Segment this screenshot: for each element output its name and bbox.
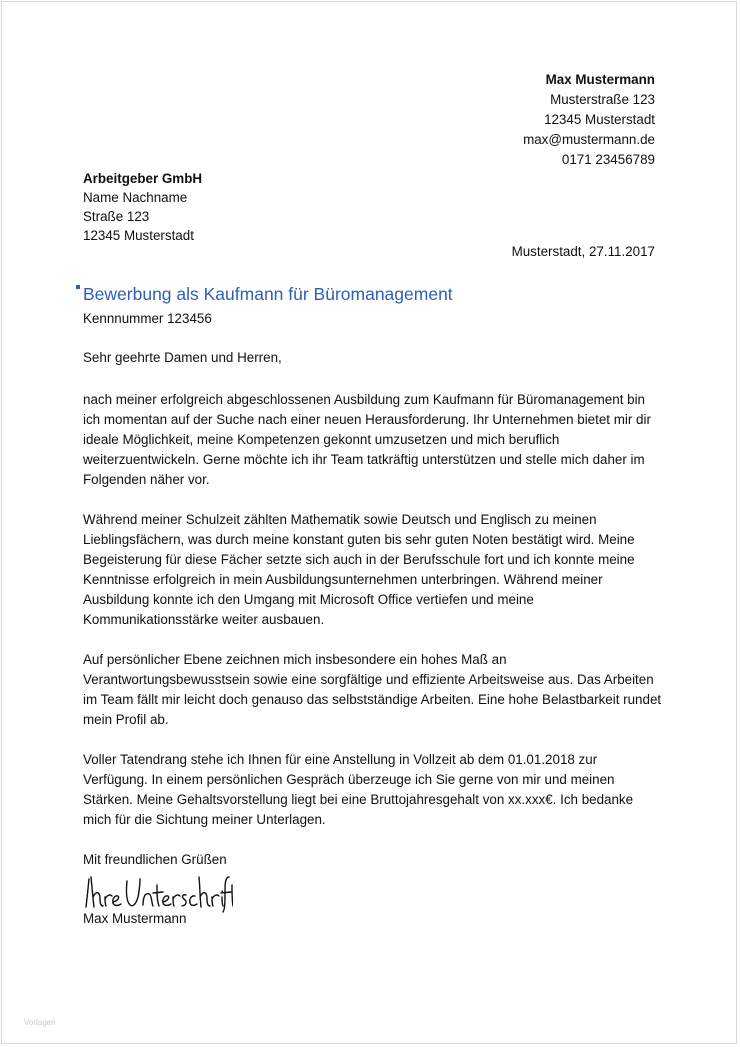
closing: Mit freundlichen Grüßen	[83, 852, 227, 867]
sender-city: 12345 Musterstadt	[544, 112, 655, 127]
letter-page	[1, 1, 737, 1044]
sender-phone: 0171 23456789	[561, 152, 655, 167]
body-paragraph: Auf persönlicher Ebene zeichnen mich insbesondere ein hohes Maß an Verantwortungsbewusstsein sowie eine sorgfältige und effiziente Arbeitsweise aus. Das Arbeiten im Team fällt mir leicht doch genauso das selbstständige Arbeiten. Eine hohe Belastbarkeit rundet mein Profil ab.	[83, 652, 662, 727]
recipient-company: Arbeitgeber GmbH	[83, 171, 203, 186]
sender-email: max@mustermann.de	[523, 132, 655, 147]
letter-date: Musterstadt, 27.11.2017	[511, 244, 655, 259]
recipient-contact: Name Nachname	[83, 190, 188, 205]
subject-marker	[76, 285, 80, 289]
reference-number: Kennnummer 123456	[83, 311, 212, 326]
recipient-block	[83, 169, 202, 245]
body-paragraph: nach meiner erfolgreich abgeschlossenen Ausbildung zum Kaufmann für Büromanagement bin ich momentan auf der Suche nach einer neuen Herausforderung. Ihr Unternehmen bietet mir dir ideale Möglichkeit, meine Kompetenzen gekonnt umzusetzen und mich beruflich weiterzuentwickeln. Gerne möchte ich ihr Team tatkräftig unterstützen und stelle mich daher im Folgenden näher vor.	[83, 392, 651, 487]
body-paragraph: Während meiner Schulzeit zählten Mathematik sowie Deutsch und Englisch zu meinen Lieblingsfächern, was durch meine konstant guten bis sehr guten Noten bestätigt wird. Meine Begeisterung für diese Fächer setzte sich auch in der Berufsschule fort und ich konnte meine Kenntnisse erfolgreich in mein Ausbildungsunternehmen unterbringen. Während meiner Ausbildung konnte ich den Umgang mit Microsoft Office vertiefen und meine Kommunikationsstärke weiter ausbauen.	[83, 512, 635, 627]
watermark-text: Vorlagen	[24, 1018, 56, 1027]
letter-body	[83, 390, 663, 850]
letter-subject: Bewerbung als Kaufmann für Büromanagement	[83, 284, 453, 304]
recipient-city: 12345 Musterstadt	[83, 228, 194, 243]
handwritten-signature	[83, 871, 233, 913]
sender-name: Max Mustermann	[545, 72, 655, 87]
sender-block	[523, 70, 655, 170]
sender-street: Musterstraße 123	[550, 92, 655, 107]
salutation: Sehr geehrte Damen und Herren,	[83, 350, 282, 365]
recipient-street: Straße 123	[83, 209, 150, 224]
body-paragraph: Voller Tatendrang stehe ich Ihnen für eine Anstellung in Vollzeit ab dem 01.01.2018 zur Verfügung. In einem persönlichen Gespräch überzeuge ich Sie gerne von mir und meinen Stärken. Meine Gehaltsvorstellung liegt bei eine Bruttojahresgehalt von xx.xxx€. Ich bedanke mich für die Sichtung meiner Unterlagen.	[83, 752, 634, 827]
signer-name: Max Mustermann	[83, 911, 187, 926]
